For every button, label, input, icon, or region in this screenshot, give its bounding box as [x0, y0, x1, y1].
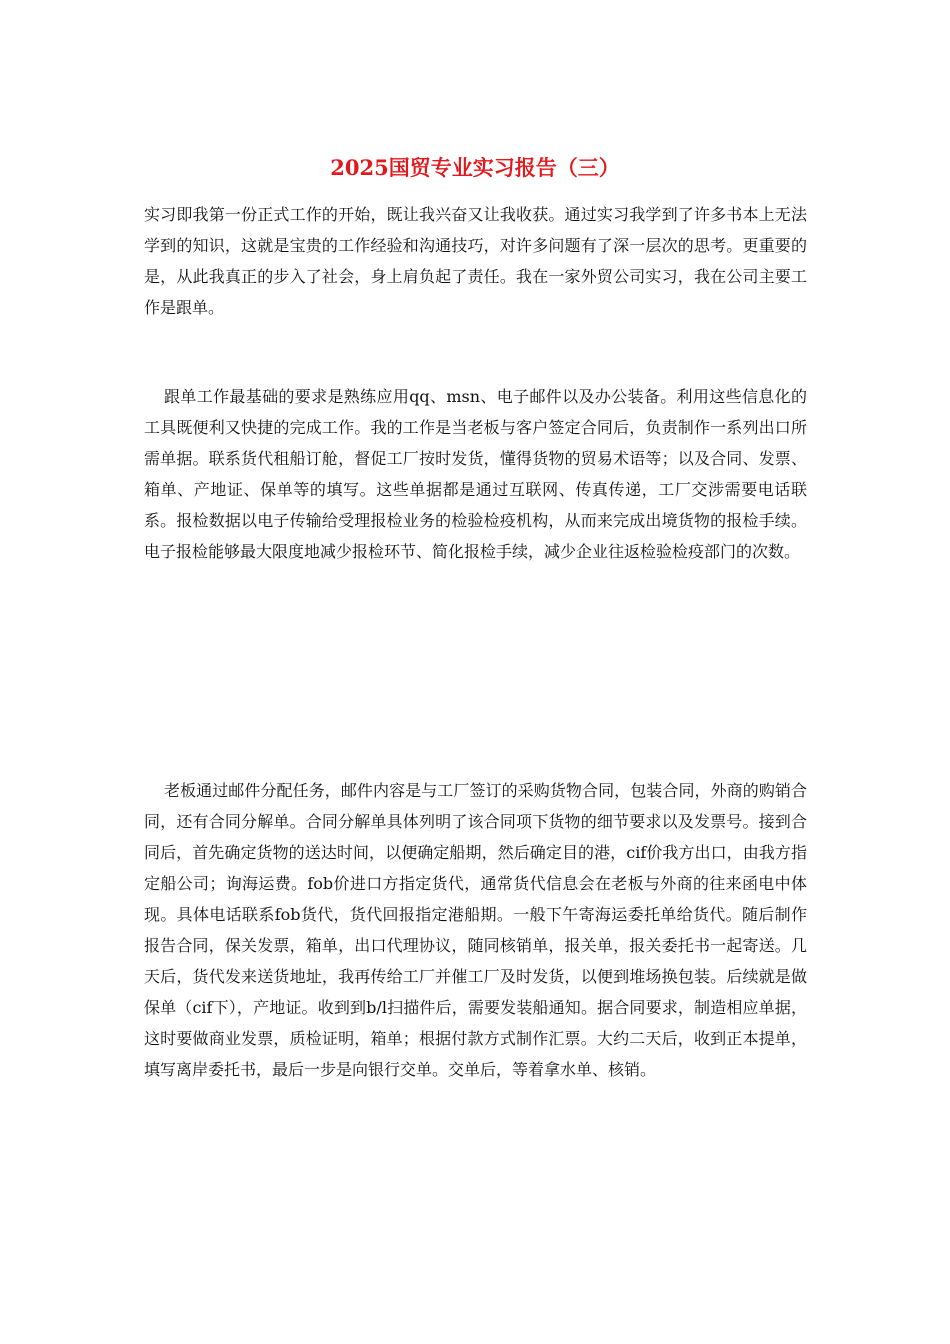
- paragraph-intro: 实习即我第一份正式工作的开始，既让我兴奋又让我收获。通过实习我学到了许多书本上无法学到的知识，这就是宝贵的工作经验和沟通技巧，对许多问题有了深一层次的思考。更重要的是，从此我真正的步入了社会，身上肩负起了责任。我在一家外贸公司实习，我在公司主要工作是跟单。: [144, 205, 807, 317]
- document-title: 2025国贸专业实习报告（三）: [330, 155, 620, 180]
- paragraph-workflow: 老板通过邮件分配任务，邮件内容是与工厂签订的采购货物合同，包装合同，外商的购销合同，还有合同分解单。合同分解单具体列明了该合同项下货物的细节要求以及发票号。接到合同后，首先确定货物的送达时间，以便确定船期，然后确定目的港，cif价我方出口，由我方指定船公司；询海运费。fob价进口方指定货代，通常货代信息会在老板与外商的往来函电中体现。具体电话联系fob货代，货代回报指定港船期。一般下午寄海运委托单给货代。随后制作报告合同，保关发票，箱单，出口代理协议，随同核销单，报关单，报关委托书一起寄送。几天后，货代发来送货地址，我再传给工厂并催工厂及时发货，以便到堆场换包装。后续就是做保单（cif下），产地证。收到到b/l扫描件后，需要发装船通知。据合同要求，制造相应单据，这时要做商业发票，质检证明，箱单；根据付款方式制作汇票。大约二天后，收到正本提单，填写离岸委托书，最后一步是向银行交单。交单后，等着拿水单、核销。: [144, 781, 807, 1079]
- paragraph-documentation-work: 跟单工作最基础的要求是熟练应用qq、msn、电子邮件以及办公装备。利用这些信息化的工具既便利又快捷的完成工作。我的工作是当老板与客户签定合同后，负责制作一系列出口所需单据。联系货代租船订舱，督促工厂按时发货，懂得货物的贸易术语等；以及合同、发票、箱单、产地证、保单等的填写。这些单据都是通过互联网、传真传递，工厂交涉需要电话联系。报检数据以电子传输给受理报检业务的检验检疫机构，从而来完成出境货物的报检手续。电子报检能够最大限度地减少报检环节、简化报检手续，减少企业往返检验检疫部门的次数。: [144, 387, 807, 561]
